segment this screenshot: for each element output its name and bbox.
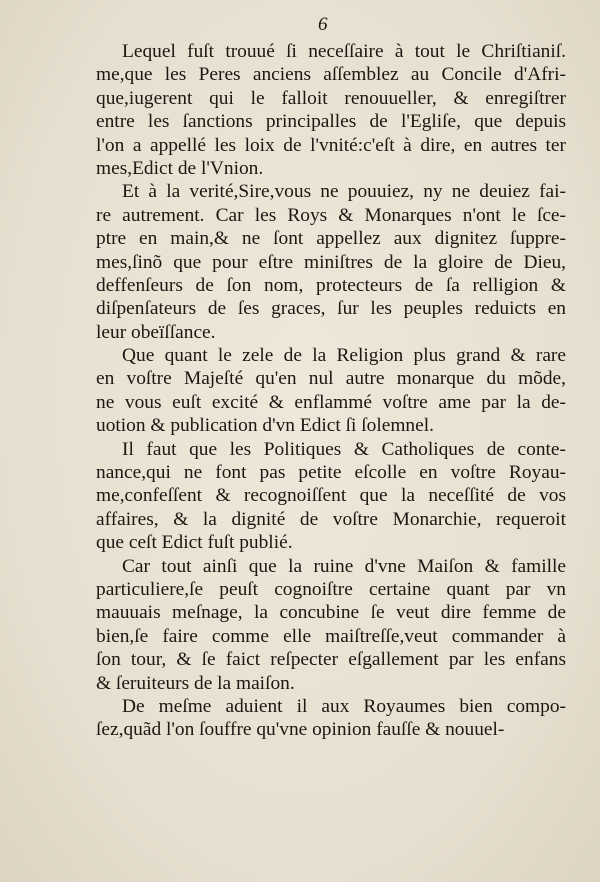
text-line: me,que les Peres anciens aſſemblez au Concile d'Afri- <box>96 64 566 86</box>
paragraph <box>96 695 566 742</box>
paragraph <box>96 180 566 344</box>
text-line: Il faut que les Politiques & Catholiques de conte- <box>122 438 566 460</box>
paragraph <box>96 344 566 438</box>
text-line: & ſeruiteurs de la maiſon. <box>96 672 295 694</box>
text-line: leur obeïſſance. <box>96 321 216 343</box>
text-line: que ceſt Edict fuſt publié. <box>96 532 293 554</box>
text-line: De meſme aduient il aux Royaumes bien compo- <box>122 695 566 717</box>
text-line: Que quant le zele de la Religion plus grand & rare <box>122 345 566 367</box>
text-line: affaires, & la dignité de voſtre Monarchie, requeroit <box>96 508 566 530</box>
text-line: l'on a appellé les loix de l'vnité:c'eſt à dire, en autres ter <box>96 134 566 156</box>
text-line: uotion & publication d'vn Edict ſi ſolemnel. <box>96 415 434 437</box>
text-line: mauuais meſnage, la concubine ſe veut dire femme de <box>96 602 566 624</box>
text-line: Lequel fuſt trouué ſi neceſſaire à tout le Chriſtianiſ. <box>122 41 566 62</box>
text-line: diſpenſateurs de ſes graces, ſur les peuples reduicts en <box>96 298 566 320</box>
text-line: ſez,quãd l'on ſouffre qu'vne opinion fauſſe & nouuel- <box>96 719 505 741</box>
paragraph <box>96 40 566 180</box>
text-line: que,iugerent qui le falloit renouueller, & enregiſtrer <box>96 87 566 109</box>
text-line: ſon tour, & ſe faict reſpecter eſgallement par les enfans <box>96 649 566 671</box>
text-line: re autrement. Car les Roys & Monarques n'ont le ſce- <box>96 204 566 226</box>
page-number: 6 <box>318 14 328 35</box>
text-line: nance,qui ne font pas petite eſcolle en voſtre Royau- <box>96 462 566 484</box>
text-line: ptre en main,& ne ſont appellez aux dignitez ſuppre- <box>96 228 566 250</box>
text-line: en voſtre Majeſté qu'en nul autre monarque du mõde, <box>96 368 566 390</box>
paragraph <box>96 438 566 555</box>
body-text <box>96 40 566 742</box>
text-line: bien,ſe faire comme elle maiſtreſſe,veut commander à <box>96 625 566 647</box>
text-line: particuliere,ſe peuſt cognoiſtre certaine quant par vn <box>96 578 566 600</box>
text-line: mes,Edict de l'Vnion. <box>96 157 264 179</box>
text-line: entre les ſanctions principalles de l'Egliſe, que depuis <box>96 111 566 133</box>
text-line: ne vous euſt excité & enflammé voſtre ame par la de- <box>96 391 566 413</box>
text-line: me,confeſſent & recognoiſſent que la neceſſité de vos <box>96 485 566 507</box>
paragraph <box>96 555 566 695</box>
text-line: Car tout ainſi que la ruine d'vne Maiſon & famille <box>122 555 566 577</box>
text-line: Et à la verité,Sire,vous ne pouuiez, ny ne deuiez fai- <box>122 181 566 203</box>
text-line: mes,ſinõ que pour eſtre miniſtres de la gloire de Dieu, <box>96 251 566 273</box>
text-line: deffenſeurs de ſon nom, protecteurs de ſa relligion & <box>96 274 566 296</box>
